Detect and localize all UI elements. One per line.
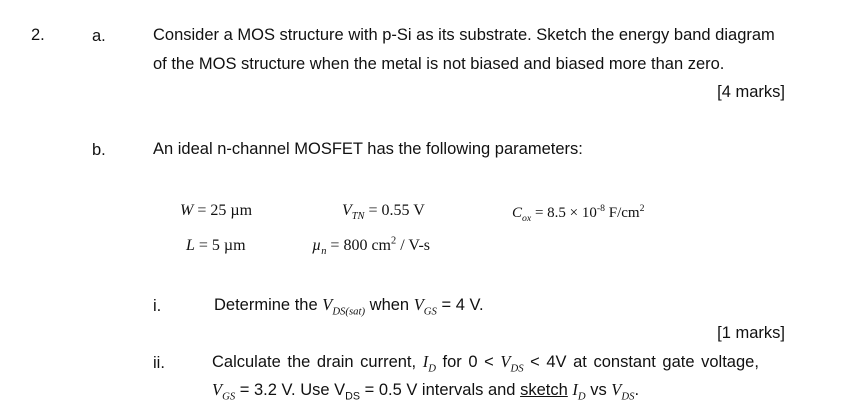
param-cox-value: = 8.5 × 10 [531, 205, 597, 221]
sub-i-text-pre: Determine the [214, 296, 323, 314]
param-cox-unit: F/cm [605, 205, 640, 221]
part-b-label: b. [92, 141, 106, 159]
sub-i-vds-symbol: V [322, 295, 333, 314]
param-cox-subscript: ox [522, 213, 532, 224]
sub-ii-line2 [212, 380, 640, 403]
sub-ii-vds-subscript: DS [510, 362, 524, 375]
part-b-intro: An ideal n-channel MOSFET has the following parameters: [153, 140, 583, 158]
param-cox-exponent: -8 [596, 203, 606, 214]
param-length-value: = 5 µm [194, 237, 246, 254]
sub-i-text-post: = 4 V. [436, 296, 484, 314]
part-a-line2: of the MOS structure when the metal is not biased and biased more than zero. [153, 55, 725, 73]
sub-i-text [214, 295, 484, 318]
sub-ii-line2-vgs-subscript: GS [222, 390, 236, 403]
param-width-value: = 25 µm [193, 202, 253, 219]
param-oxide-capacitance [512, 203, 645, 224]
param-mun-value: = 800 cm [326, 237, 391, 254]
sub-ii-line2-b: = 0.5 V intervals and [360, 381, 521, 399]
sub-ii-id-subscript: D [428, 362, 436, 375]
sub-ii-label: ii. [153, 354, 165, 372]
param-threshold-voltage [342, 202, 425, 223]
param-vtn-symbol: V [342, 202, 352, 219]
param-mun-exponent: 2 [391, 235, 397, 247]
sub-ii-line2-vs: vs [585, 381, 612, 399]
sub-ii-sketch-word: sketch [520, 381, 568, 399]
param-width [180, 203, 252, 219]
sub-ii-line2-id-symbol: I [572, 380, 578, 399]
param-length [186, 238, 246, 254]
sub-ii-line2-vds-subscript: DS [621, 390, 635, 403]
sub-ii-line1-post: < 4V at constant gate voltage, [523, 353, 759, 371]
param-length-symbol: L [186, 237, 195, 254]
param-width-symbol: W [180, 202, 194, 219]
param-vtn-value: = 0.55 V [364, 202, 425, 219]
param-mun-symbol: µ [312, 237, 322, 254]
sub-ii-line1-pre: Calculate the drain current, [212, 353, 423, 371]
param-mun-unit: / V-s [396, 237, 430, 254]
sub-ii-line2-end: . [634, 381, 640, 399]
sub-i-label: i. [153, 297, 162, 315]
question-number: 2. [31, 26, 45, 44]
sub-ii-id-symbol: I [422, 352, 429, 371]
part-a-label: a. [92, 27, 106, 45]
param-electron-mobility [312, 235, 430, 258]
sub-ii-line1-for: for 0 < [435, 353, 501, 371]
sub-i-vgs-subscript: GS [423, 305, 437, 318]
sub-ii-line1 [212, 352, 759, 375]
sub-i-marks: [1 marks] [717, 324, 785, 342]
param-mun-subscript: n [321, 246, 327, 258]
sub-ii-vds-symbol: V [500, 352, 511, 371]
sub-ii-line2-a: = 3.2 V. Use V [235, 381, 346, 399]
sub-ii-line2-ds-subscript: DS [345, 390, 361, 403]
sub-ii-line2-id-subscript: D [577, 390, 586, 403]
sub-ii-line2-vgs-symbol: V [212, 380, 223, 399]
sub-ii-line2-vds-symbol: V [611, 380, 622, 399]
sub-i-vgs-symbol: V [413, 295, 424, 314]
sub-i-text-mid: when [365, 296, 414, 314]
part-a-marks: [4 marks] [717, 83, 785, 101]
param-vtn-subscript: TN [351, 211, 365, 223]
sub-i-vds-subscript: DS(sat) [332, 305, 366, 318]
param-cox-symbol: C [512, 205, 523, 221]
param-cox-unit-exponent: 2 [639, 203, 645, 214]
part-a-line1: Consider a MOS structure with p-Si as its substrate. Sketch the energy band diagram [153, 26, 775, 44]
